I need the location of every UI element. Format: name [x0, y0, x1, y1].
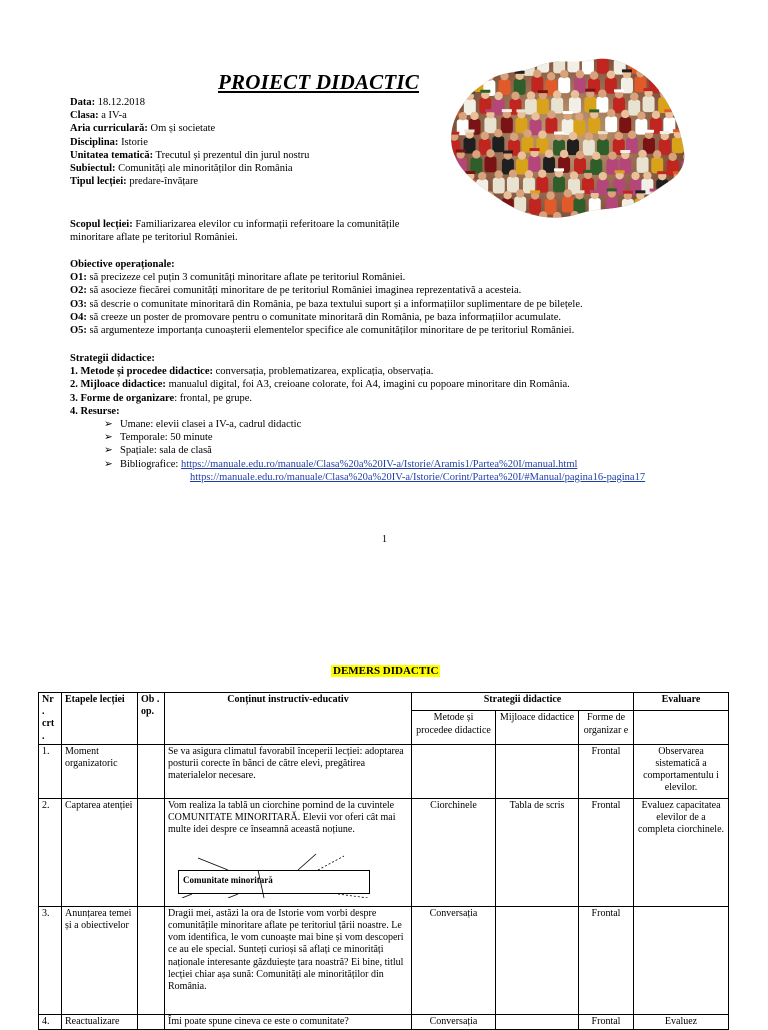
col-header-forms: Forme de organizar e — [579, 711, 634, 744]
strategy-resources: 4. Resurse: — [70, 405, 120, 417]
romania-map-collage-image — [446, 48, 688, 224]
cell-ob — [138, 798, 165, 906]
cell-ob — [138, 1014, 165, 1029]
resource-bibliography: ➢ Bibliografice: https://manuale.edu.ro/manuale/Clasa%20a%20IV-a/Istorie/Aramis1/Partea%20I/manual.html — [104, 458, 578, 470]
cell-methods: Conversația — [412, 1014, 496, 1029]
page-title: PROIECT DIDACTIC — [218, 70, 419, 94]
resource-human: ➢ Umane: elevii clasei a IV-a, cadrul didactic — [104, 419, 302, 430]
cell-means — [496, 906, 579, 1014]
strategy-means: 2. Mijloace didactice: manualul digital, foi A3, creioane colorate, foi A4, imagini cu popoare minoritare din România. — [70, 379, 570, 391]
table-row — [39, 744, 729, 798]
cluster-center-box: Comunitate minoritară — [178, 870, 370, 894]
cell-content — [165, 798, 412, 906]
col-header-stages: Etapele lecției — [62, 693, 138, 745]
cell-stage: Captarea atenției — [62, 798, 138, 906]
lesson-plan-table — [38, 692, 729, 1030]
bibliography-link-1[interactable]: https://manuale.edu.ro/manuale/Clasa%20a%20IV-a/Istorie/Aramis1/Partea%20I/manual.html — [180, 458, 578, 470]
strategy-methods: 1. Metode și procedee didactice: conversația, problematizarea, explicația, observația. — [70, 366, 434, 378]
cell-stage: Anunțarea temei și a obiectivelor — [62, 906, 138, 1014]
lesson-info — [70, 96, 309, 188]
info-curricular-area: Aria curriculară: Om și societate — [70, 123, 216, 135]
objectives-title: Obiective operaționale: — [70, 259, 175, 270]
cell-means — [496, 744, 579, 798]
cell-stage: Reactualizare — [62, 1014, 138, 1029]
cell-content: Se va asigura climatul favorabil începerii lecției: adoptarea posturii corecte în bănci de către elevi, pregătirea materialelor necesare. — [165, 744, 412, 798]
objective-item: O1: să precizeze cel puțin 3 comunități minoritare aflate pe teritoriul României. — [70, 272, 406, 284]
info-class: Clasa: a IV-a — [70, 110, 127, 122]
resource-time: ➢ Temporale: 50 minute — [104, 432, 213, 444]
strategies-section — [70, 352, 710, 418]
col-header-means: Mijloace didactice — [496, 711, 579, 744]
cell-content: Dragii mei, astăzi la ora de Istorie vom vorbi despre comunitățile minoritare aflate pe teritoriul țării noastre. Le vom identifica, le vom cunoaște mai bine și vom descoperi ce au ele special. Sunteți curioși să aflați ce minorități naționale interesante găzduiește țara noastră? Ei bine, titlul lecției chiar așa sună: Comunități ale minorităților din România. — [165, 906, 412, 1014]
objective-item: O2: să asocieze fiecărei comunități minoritare de pe teritoriul României imaginea reprezentativă a acesteia. — [70, 285, 522, 297]
cell-means: Tabla de scris — [496, 798, 579, 906]
cell-methods: Conversația — [412, 906, 496, 1014]
evaluation-subheader-empty — [634, 711, 729, 744]
info-subject: Subiectul: Comunități ale minorităților din România — [70, 163, 293, 175]
arrow-bullet-icon: ➢ — [104, 445, 113, 457]
info-date: Data: 18.12.2018 — [70, 97, 145, 108]
cell-forms: Frontal — [579, 906, 634, 1014]
col-header-methods: Metode și procedee didactice — [412, 711, 496, 744]
arrow-bullet-icon: ➢ — [104, 419, 113, 430]
cell-nr: 2. — [39, 798, 62, 906]
cell-nr: 1. — [39, 744, 62, 798]
info-lesson-type: Tipul lecției: predare-învățare — [70, 176, 199, 188]
lesson-purpose: Scopul lecției: Familiarizarea elevilor cu informații referitoare la comunitățile minoritare aflate pe teritoriul României. — [70, 219, 400, 244]
cell-forms: Frontal — [579, 1014, 634, 1029]
cell-ob — [138, 744, 165, 798]
cell-evaluation: Observarea sistematică a comportamentulu i elevilor. — [634, 744, 729, 798]
cell-methods — [412, 744, 496, 798]
page-number: 1 — [382, 534, 387, 545]
resource-space: ➢ Spațiale: sala de clasă — [104, 445, 212, 457]
cell-forms: Frontal — [579, 744, 634, 798]
demers-didactic-title: DEMERS DIDACTIC — [333, 665, 439, 677]
table-row — [39, 798, 729, 906]
col-header-ob: Ob . op. — [138, 693, 165, 745]
col-header-evaluation: Evaluare — [634, 693, 729, 711]
info-thematic-unit: Unitatea tematică: Trecutul și prezentul din jurul nostru — [70, 149, 310, 161]
arrow-bullet-icon: ➢ — [104, 458, 113, 470]
cell-nr: 3. — [39, 906, 62, 1014]
col-header-strategies: Strategii didactice — [412, 693, 634, 711]
resource-bibliography-2 — [104, 471, 645, 484]
content-text: Vom realiza la tablă un ciorchine pornind de la cuvintele COMUNITATE MINORITARĂ. Elevii vor oferi cât mai multe idei despre ce înseamnă această noțiune. — [168, 799, 396, 836]
cluster-diagram — [168, 836, 408, 898]
col-header-content: Conținut instructiv-educativ — [165, 693, 412, 745]
info-discipline: Disciplina: Istorie — [70, 136, 148, 148]
arrow-bullet-icon: ➢ — [104, 432, 113, 444]
cell-evaluation: Evaluez capacitatea elevilor de a completa ciorchinele. — [634, 798, 729, 906]
bibliography-link-2[interactable]: https://manuale.edu.ro/manuale/Clasa%20a%20IV-a/Istorie/Corint/Partea%20I/#Manual/pagina16-pagina17 — [190, 471, 646, 483]
objectives-section — [70, 258, 710, 337]
cell-means — [496, 1014, 579, 1029]
strategy-forms: 3. Forme de organizare: frontal, pe grupe. — [70, 392, 253, 404]
cell-stage: Moment organizatoric — [62, 744, 138, 798]
cell-ob — [138, 906, 165, 1014]
objective-item: O4: să creeze un poster de promovare pentru o comunitate minoritară din România, pe baza informațiilor acumulate. — [70, 311, 561, 323]
objective-item: O5: să argumenteze importanța cunoașterii elementelor specifice ale comunităților minoritare de pe teritoriul României. — [70, 325, 575, 337]
cell-nr: 4. — [39, 1014, 62, 1029]
cell-forms: Frontal — [579, 798, 634, 906]
table-row — [39, 906, 729, 1014]
cell-methods: Ciorchinele — [412, 798, 496, 906]
col-header-nr: Nr . crt . — [39, 693, 62, 745]
strategies-title: Strategii didactice: — [70, 353, 155, 364]
cell-evaluation — [634, 906, 729, 1014]
cell-content: Îmi poate spune cineva ce este o comunitate? — [165, 1014, 412, 1029]
table-row — [39, 1014, 729, 1029]
resources-list — [104, 418, 645, 484]
cell-evaluation: Evaluez — [634, 1014, 729, 1029]
objective-item: O3: să descrie o comunitate minoritară din România, pe baza textului suport și a informațiilor suplimentare de pe bilețele. — [70, 298, 583, 310]
